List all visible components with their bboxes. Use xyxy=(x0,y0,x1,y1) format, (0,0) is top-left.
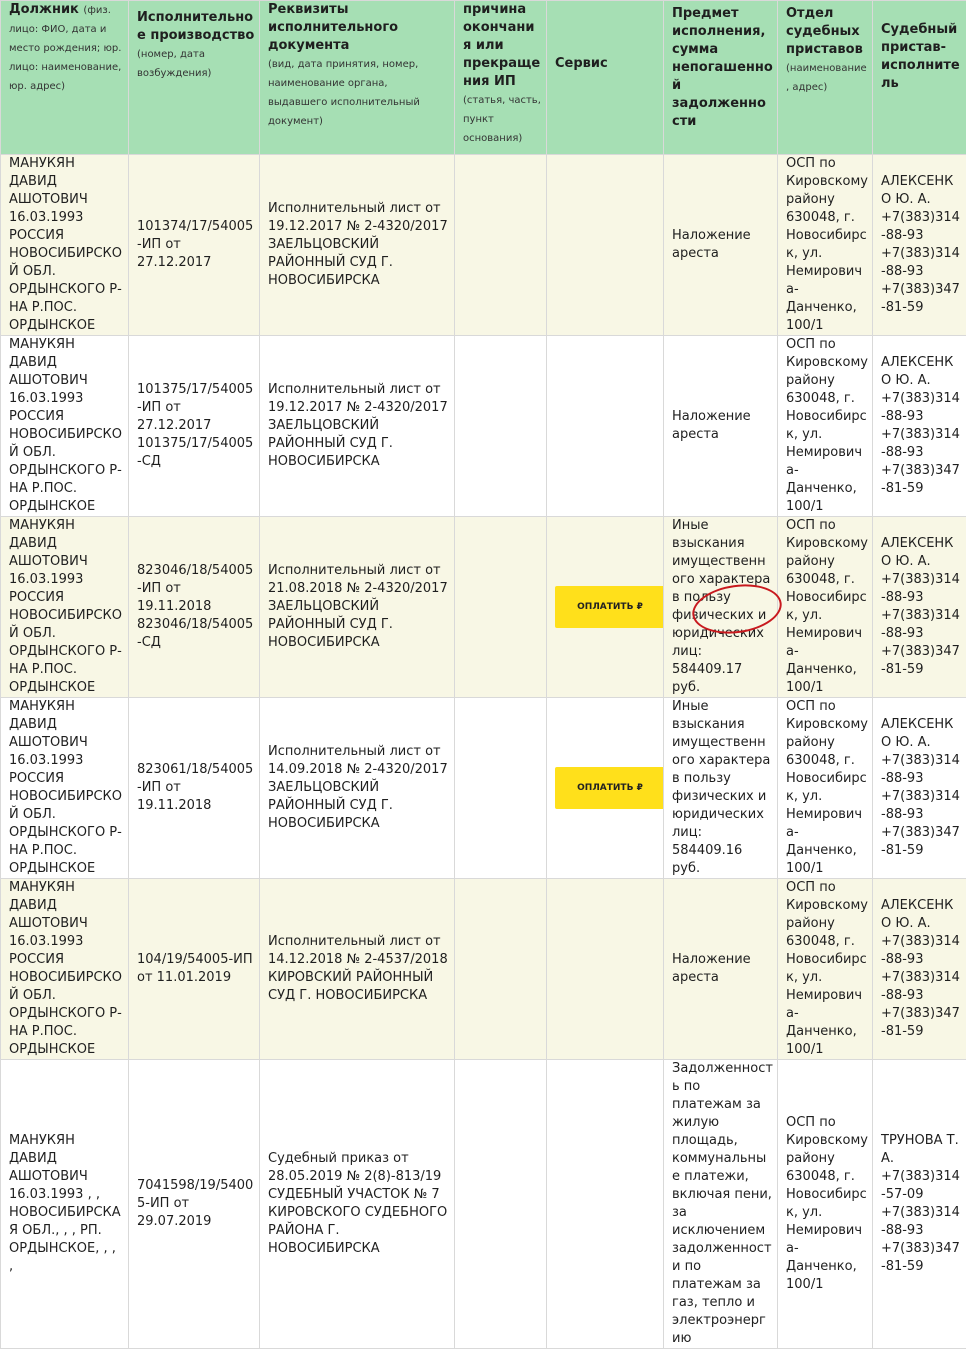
proceeding-cell: 101375/17/54005-ИП от 27.12.2017 101375/17/54005-СД xyxy=(129,336,260,517)
termination-cell xyxy=(455,879,547,1060)
termination-cell xyxy=(455,698,547,879)
bailiff-cell: ТРУНОВА Т. А. +7(383)314-57-09 +7(383)314-88-93 +7(383)347-81-59 xyxy=(873,1060,966,1349)
table-header xyxy=(1,1,966,155)
termination-cell xyxy=(455,517,547,698)
termination-cell xyxy=(455,1060,547,1349)
bailiff-cell: АЛЕКСЕНКО Ю. А. +7(383)314-88-93 +7(383)314-88-93 +7(383)347-81-59 xyxy=(873,336,966,517)
subject-cell: Задолженность по платежам за жилую площадь, коммунальные платежи, включая пени, за исключением задолженности по платежам за газ, тепло и электроэнергию xyxy=(664,1060,778,1349)
bailiff-cell: АЛЕКСЕНКО Ю. А. +7(383)314-88-93 +7(383)314-88-93 +7(383)347-81-59 xyxy=(873,517,966,698)
header-termination: причина окончания или прекращения ИП (статья, часть, пункт основания) xyxy=(455,1,547,155)
document-cell: Судебный приказ от 28.05.2019 № 2(8)-813/19 СУДЕБНЫЙ УЧАСТОК № 7 КИРОВСКОГО СУДЕБНОГО РАЙОНА Г. НОВОСИБИРСКА xyxy=(260,1060,455,1349)
bailiff-cell: АЛЕКСЕНКО Ю. А. +7(383)314-88-93 +7(383)314-88-93 +7(383)347-81-59 xyxy=(873,879,966,1060)
document-cell: Исполнительный лист от 14.12.2018 № 2-4537/2018 КИРОВСКИЙ РАЙОННЫЙ СУД Г. НОВОСИБИРСКА xyxy=(260,879,455,1060)
department-cell: ОСП по Кировскому району 630048, г. Новосибирск, ул. Немировича-Данченко, 100/1 xyxy=(778,879,873,1060)
termination-cell xyxy=(455,155,547,336)
pay-button[interactable]: ОПЛАТИТЬ ₽ xyxy=(555,767,664,809)
table-row xyxy=(1,698,966,879)
debtor-cell: МАНУКЯН ДАВИД АШОТОВИЧ 16.03.1993 , , НОВОСИБИРСКАЯ ОБЛ., , , РП. ОРДЫНСКОЕ, , , , xyxy=(1,1060,129,1349)
department-cell: ОСП по Кировскому району 630048, г. Новосибирск, ул. Немировича-Данченко, 100/1 xyxy=(778,517,873,698)
document-cell: Исполнительный лист от 21.08.2018 № 2-4320/2017 ЗАЕЛЬЦОВСКИЙ РАЙОННЫЙ СУД Г. НОВОСИБИРСКА xyxy=(260,517,455,698)
table-row xyxy=(1,155,966,336)
subject-cell: Наложение ареста xyxy=(664,336,778,517)
document-cell: Исполнительный лист от 14.09.2018 № 2-4320/2017 ЗАЕЛЬЦОВСКИЙ РАЙОННЫЙ СУД Г. НОВОСИБИРСКА xyxy=(260,698,455,879)
debtor-cell: МАНУКЯН ДАВИД АШОТОВИЧ 16.03.1993 РОССИЯ НОВОСИБИРСКОЙ ОБЛ. ОРДЫНСКОГО Р-НА Р.ПОС. ОРДЫНСКОЕ xyxy=(1,698,129,879)
table-row xyxy=(1,517,966,698)
subject-cell: Иные взыскания имущественного характера в пользу физических и юридических лиц: 584409.17 руб. xyxy=(664,517,778,698)
service-cell xyxy=(547,336,664,517)
service-cell xyxy=(547,879,664,1060)
bailiff-cell: АЛЕКСЕНКО Ю. А. +7(383)314-88-93 +7(383)314-88-93 +7(383)347-81-59 xyxy=(873,698,966,879)
header-service: Сервис xyxy=(547,1,664,155)
header-subject: Предмет исполнения, сумма непогашенной задолженности xyxy=(664,1,778,155)
table-row xyxy=(1,879,966,1060)
service-cell xyxy=(547,1060,664,1349)
table-row xyxy=(1,336,966,517)
service-cell xyxy=(547,698,664,879)
proceeding-cell: 101374/17/54005-ИП от 27.12.2017 xyxy=(129,155,260,336)
pay-button[interactable]: ОПЛАТИТЬ ₽ xyxy=(555,586,664,628)
proceeding-cell: 104/19/54005-ИП от 11.01.2019 xyxy=(129,879,260,1060)
debtor-cell: МАНУКЯН ДАВИД АШОТОВИЧ 16.03.1993 РОССИЯ НОВОСИБИРСКОЙ ОБЛ. ОРДЫНСКОГО Р-НА Р.ПОС. ОРДЫНСКОЕ xyxy=(1,879,129,1060)
department-cell: ОСП по Кировскому району 630048, г. Новосибирск, ул. Немировича-Данченко, 100/1 xyxy=(778,1060,873,1349)
service-cell xyxy=(547,155,664,336)
debtor-cell: МАНУКЯН ДАВИД АШОТОВИЧ 16.03.1993 РОССИЯ НОВОСИБИРСКОЙ ОБЛ. ОРДЫНСКОГО Р-НА Р.ПОС. ОРДЫНСКОЕ xyxy=(1,336,129,517)
header-document: Реквизиты исполнительного документа (вид, дата принятия, номер, наименование органа, выдавшего исполнительный документ) xyxy=(260,1,455,155)
proceeding-cell: 7041598/19/54005-ИП от 29.07.2019 xyxy=(129,1060,260,1349)
document-cell: Исполнительный лист от 19.12.2017 № 2-4320/2017 ЗАЕЛЬЦОВСКИЙ РАЙОННЫЙ СУД Г. НОВОСИБИРСКА xyxy=(260,336,455,517)
department-cell: ОСП по Кировскому району 630048, г. Новосибирск, ул. Немировича-Данченко, 100/1 xyxy=(778,336,873,517)
service-cell xyxy=(547,517,664,698)
header-department: Отдел судебных приставов (наименование, адрес) xyxy=(778,1,873,155)
department-cell: ОСП по Кировскому району 630048, г. Новосибирск, ул. Немировича-Данченко, 100/1 xyxy=(778,698,873,879)
document-cell: Исполнительный лист от 19.12.2017 № 2-4320/2017 ЗАЕЛЬЦОВСКИЙ РАЙОННЫЙ СУД Г. НОВОСИБИРСКА xyxy=(260,155,455,336)
table-row xyxy=(1,1060,966,1349)
subject-cell: Иные взыскания имущественного характера в пользу физических и юридических лиц: 584409.16 руб. xyxy=(664,698,778,879)
proceeding-cell: 823046/18/54005-ИП от 19.11.2018 823046/18/54005-СД xyxy=(129,517,260,698)
header-proceeding: Исполнительное производство (номер, дата возбуждения) xyxy=(129,1,260,155)
debtor-cell: МАНУКЯН ДАВИД АШОТОВИЧ 16.03.1993 РОССИЯ НОВОСИБИРСКОЙ ОБЛ. ОРДЫНСКОГО Р-НА Р.ПОС. ОРДЫНСКОЕ xyxy=(1,155,129,336)
debtor-cell: МАНУКЯН ДАВИД АШОТОВИЧ 16.03.1993 РОССИЯ НОВОСИБИРСКОЙ ОБЛ. ОРДЫНСКОГО Р-НА Р.ПОС. ОРДЫНСКОЕ xyxy=(1,517,129,698)
header-debtor: Должник (физ. лицо: ФИО, дата и место рождения; юр. лицо: наименование, юр. адрес) xyxy=(1,1,129,155)
subject-cell: Наложение ареста xyxy=(664,155,778,336)
subject-cell: Наложение ареста xyxy=(664,879,778,1060)
header-bailiff: Судебный пристав-исполнитель xyxy=(873,1,966,155)
bailiff-cell: АЛЕКСЕНКО Ю. А. +7(383)314-88-93 +7(383)314-88-93 +7(383)347-81-59 xyxy=(873,155,966,336)
termination-cell xyxy=(455,336,547,517)
department-cell: ОСП по Кировскому району 630048, г. Новосибирск, ул. Немировича-Данченко, 100/1 xyxy=(778,155,873,336)
proceeding-cell: 823061/18/54005-ИП от 19.11.2018 xyxy=(129,698,260,879)
